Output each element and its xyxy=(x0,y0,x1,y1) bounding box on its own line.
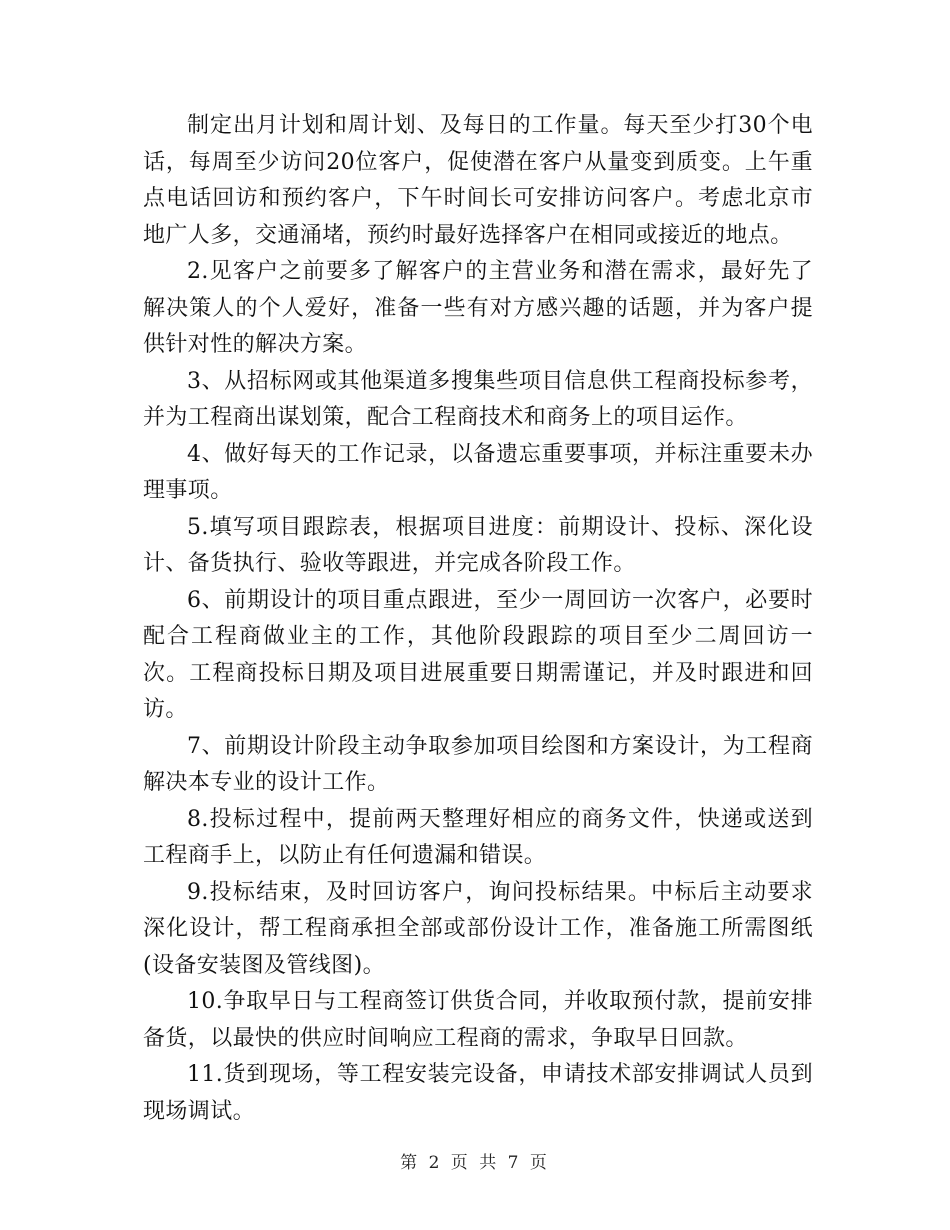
paragraph: 2.见客户之前要多了解客户的主营业务和潜在需求，最好先了解决策人的个人爱好，准备一些有对方感兴趣的话题，并为客户提供针对性的解决方案。 xyxy=(143,259,813,357)
paragraph: 9.投标结束，及时回访客户，询问投标结果。中标后主动要求深化设计，帮工程商承担全部或部份设计工作，准备施工所需图纸(设备安装图及管线图)。 xyxy=(143,879,813,978)
paragraph: 3、从招标网或其他渠道多搜集些项目信息供工程商投标参考，并为工程商出谋划策，配合工程商技术和商务上的项目运作。 xyxy=(143,368,813,430)
document-body xyxy=(143,108,813,1130)
paragraph: 8.投标过程中，提前两天整理好相应的商务文件，快递或送到工程商手上，以防止有任何遗漏和错误。 xyxy=(143,806,813,868)
page-footer: 第 2 页 共 7 页 xyxy=(400,1153,550,1173)
paragraph: 制定出月计划和周计划、及每日的工作量。每天至少打30个电话，每周至少访问20位客户，促使潜在客户从量变到质变。上午重点电话回访和预约客户，下午时间长可安排访问客户。考虑北京市地广人多，交通涌堵，预约时最好选择客户在相同或接近的地点。 xyxy=(143,113,813,248)
paragraph: 7、前期设计阶段主动争取参加项目绘图和方案设计，为工程商解决本专业的设计工作。 xyxy=(143,733,813,795)
paragraph: 6、前期设计的项目重点跟进，至少一周回访一次客户，必要时配合工程商做业主的工作，其他阶段跟踪的项目至少二周回访一次。工程商投标日期及项目进展重要日期需谨记，并及时跟进和回访。 xyxy=(143,587,813,722)
paragraph: 11.货到现场，等工程安装完设备，申请技术部安排调试人员到现场调试。 xyxy=(143,1062,813,1124)
paragraph: 4、做好每天的工作记录，以备遗忘重要事项，并标注重要未办理事项。 xyxy=(143,441,813,503)
paragraph: 5.填写项目跟踪表，根据项目进度：前期设计、投标、深化设计、备货执行、验收等跟进，并完成各阶段工作。 xyxy=(143,514,813,576)
paragraph: 10.争取早日与工程商签订供货合同，并收取预付款，提前安排备货，以最快的供应时间响应工程商的需求，争取早日回款。 xyxy=(143,989,813,1051)
